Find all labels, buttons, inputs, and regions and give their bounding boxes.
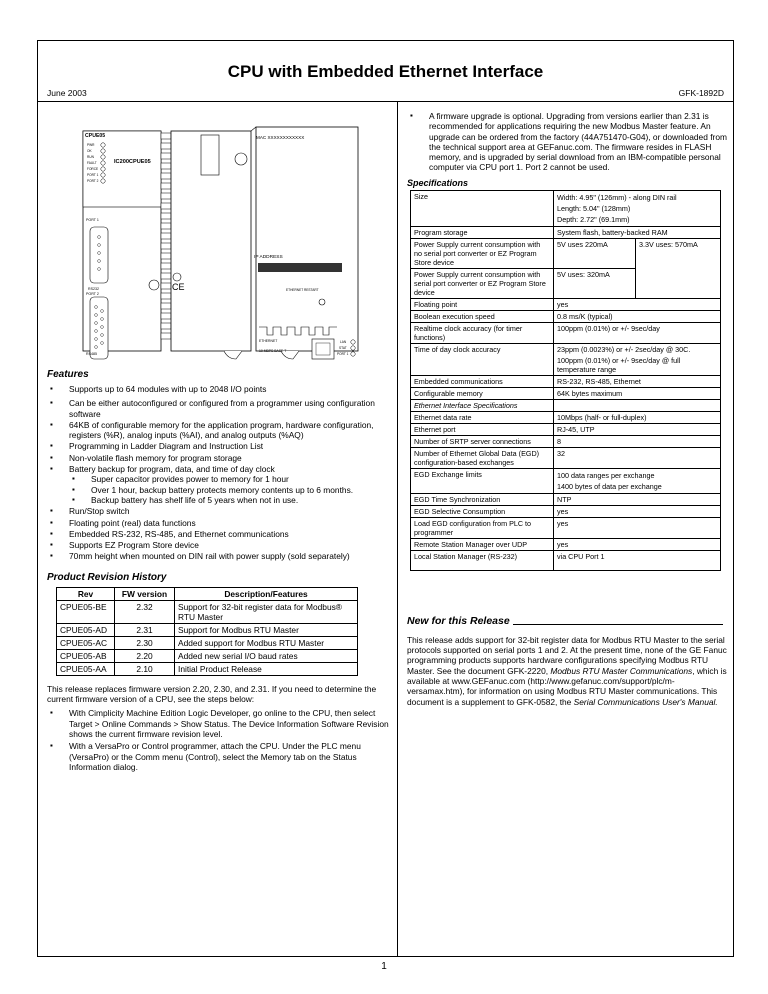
table-cell: CPUE05-AA — [57, 662, 115, 675]
table-row — [411, 411, 721, 423]
port2-connector — [90, 297, 108, 359]
firmware-steps-list — [47, 708, 390, 772]
spec-value-line: Width: 4.95" (126mm) - along DIN rail — [557, 192, 677, 202]
specifications-heading: Specifications — [407, 177, 469, 188]
new-release-heading-row — [407, 615, 727, 627]
table-cell: Support for 32-bit register data for Modbus® RTU Master — [175, 600, 358, 623]
spec-value: yes — [554, 505, 721, 517]
spec-value — [554, 343, 721, 375]
spec-label: Embedded communications — [411, 375, 554, 387]
list-item: ▪ Embedded RS-232, RS-485, and Ethernet communications — [47, 529, 390, 539]
status-led-label-1: STAT — [339, 346, 347, 350]
table-row — [411, 322, 721, 343]
spec-value: 5V uses 220mA — [554, 238, 636, 268]
table-row — [411, 505, 721, 517]
spec-label: Size — [411, 190, 554, 226]
sub-list-item: ▪ Over 1 hour, backup battery protects memory contents up to 6 months. — [69, 485, 390, 495]
spec-value: via CPU Port 1 — [554, 550, 721, 570]
spec-value: 32 — [554, 447, 721, 468]
rs232-label: RS232 — [88, 287, 99, 291]
list-item-text: Battery backup for program, data, and time of day clock — [69, 464, 275, 475]
led-label-2: RUN — [87, 155, 94, 159]
spec-label: Load EGD configuration from PLC to programmer — [411, 517, 554, 538]
list-item: ▪ With a VersaPro or Control programmer, attach the CPU. Under the PLC menu (VersaPro) or the Comm menu (Control), select the Memory tab on the Status Information dialog. — [47, 741, 390, 772]
battery-sublist — [69, 474, 390, 505]
table-row — [57, 600, 358, 623]
led-label-0: PWR — [87, 143, 95, 147]
table-row — [411, 538, 721, 550]
spec-value: 8 — [554, 435, 721, 447]
spec-value: RS-232, RS-485, Ethernet — [554, 375, 721, 387]
table-row — [411, 226, 721, 238]
spec-value: 3.3V uses: 570mA — [636, 238, 721, 298]
list-item: ▪ A firmware upgrade is optional. Upgrading from versions earlier than 2.31 is recommended for applications requiring the new Modbus Master feature. An upgrade can be ordered from the factory (44A751470-G04), or downloaded from the technical support area at GEFanuc.com. The firmware resides in FLASH memory, and is upgraded by serial download from an IBM-compatible personal computer via CPU port 1. Port 2 cannot be used. — [407, 111, 727, 173]
spec-label: Power Supply current consumption with serial port converter or EZ Program Store device — [411, 268, 554, 298]
list-item: ▪ Programming in Ladder Diagram and Instruction List — [47, 441, 390, 451]
spec-label: Number of Ethernet Global Data (EGD) configuration-based exchanges — [411, 447, 554, 468]
spec-value: yes — [554, 517, 721, 538]
spec-label: EGD Selective Consumption — [411, 505, 554, 517]
new-release-paragraph — [407, 635, 727, 707]
paragraph-text: , which is available at www.GEFanuc.com (http://www.gefanuc.com/support/plc/m-versamax.htm), for information on using Modbus RTU Master communications. This document is a supplement to GFK-0582, the — [407, 665, 727, 707]
spec-value: yes — [554, 538, 721, 550]
port1-connector — [90, 227, 108, 283]
spec-label: Ethernet port — [411, 423, 554, 435]
features-heading: Features — [47, 369, 89, 380]
list-item: ▪ Run/Stop switch — [47, 506, 390, 516]
status-led-label-2: PORT 1 — [337, 352, 349, 356]
spec-value-line: Length: 5.04" (128mm) — [557, 203, 631, 213]
list-item: ▪ 64KB of configurable memory for the application program, hardware configuration, registers (%R), analog inputs (%AI), and analog outputs (%AQ) — [47, 420, 390, 441]
led-label-1: OK — [87, 149, 92, 153]
device-illustration — [76, 111, 362, 363]
table-cell: 2.20 — [115, 649, 175, 662]
ip-address-bar — [258, 263, 342, 272]
table-row — [57, 623, 358, 636]
spec-label: Time of day clock accuracy — [411, 343, 554, 375]
cpu-module-drawing — [76, 111, 362, 363]
spec-value: yes — [554, 298, 721, 310]
table-row — [57, 649, 358, 662]
table-cell: CPUE05-BE — [57, 600, 115, 623]
page-number: 1 — [381, 961, 387, 972]
spec-value: System flash, battery-backed RAM — [554, 226, 721, 238]
left-column — [47, 111, 390, 773]
spec-label: Program storage — [411, 226, 554, 238]
status-led-label-0: LAN — [340, 340, 347, 344]
page-frame — [37, 40, 734, 957]
spec-value-line: 100ppm (0.01%) or +/- 9sec/day @ full temperature range — [557, 355, 681, 374]
list-item — [47, 464, 390, 505]
table-cell: 2.10 — [115, 662, 175, 675]
rs485-label: RS485 — [86, 352, 97, 356]
features-list — [47, 384, 390, 562]
table-row — [411, 310, 721, 322]
led-label-5: PORT 1 — [87, 173, 99, 177]
new-release-heading: New for this Release — [407, 614, 510, 627]
led-label-4: FORCE — [87, 167, 99, 171]
spec-label: Floating point — [411, 298, 554, 310]
mac-label: MAC XXXXXXXXXXXX — [256, 135, 305, 140]
paragraph-italic: Serial Communications User's Manual. — [573, 696, 718, 707]
paragraph-italic: Modbus RTU Master Communications — [550, 665, 693, 676]
table-row — [411, 435, 721, 447]
table-row — [411, 468, 721, 493]
spec-value — [554, 190, 721, 226]
right-module-body — [256, 127, 358, 351]
table-header-row — [57, 587, 358, 600]
restart-label: ETHERNET RESTART — [286, 288, 319, 292]
spec-label: Ethernet data rate — [411, 411, 554, 423]
column-header: FW version — [115, 587, 175, 600]
revision-heading: Product Revision History — [47, 571, 167, 583]
port1-label: PORT 1 — [86, 218, 99, 222]
column-divider — [397, 101, 398, 956]
ethernet-label: ETHERNET — [259, 339, 278, 343]
table-row — [411, 190, 721, 226]
model-number: IC200CPUE05 — [114, 159, 151, 165]
table-cell: CPUE05-AB — [57, 649, 115, 662]
table-cell: 2.30 — [115, 636, 175, 649]
spec-value: 10Mbps (half- or full-duplex) — [554, 411, 721, 423]
spec-label: Number of SRTP server connections — [411, 435, 554, 447]
sub-list-item: ▪ Super capacitor provides power to memory for 1 hour — [69, 474, 390, 484]
table-cell: CPUE05-AC — [57, 636, 115, 649]
revision-table — [56, 587, 358, 676]
right-column — [407, 111, 727, 707]
list-item: ▪ 70mm height when mounted on DIN rail with power supply (sold separately) — [47, 551, 390, 561]
spec-value-line: 23ppm (0.0023%) or +/- 2sec/day @ 30C. — [557, 344, 691, 354]
led-label-6: PORT 2 — [87, 179, 99, 183]
list-item: ▪ With Cimplicity Machine Edition Logic Developer, go online to the CPU, then select Target > Online Commands > Show Status. The Device Information Software Revision shows the current firmware revision level. — [47, 708, 390, 739]
doc-date: June 2003 — [47, 88, 87, 98]
header-rule — [38, 101, 733, 102]
table-cell: CPUE05-AD — [57, 623, 115, 636]
table-row — [411, 423, 721, 435]
table-row — [411, 493, 721, 505]
spec-value — [554, 399, 721, 411]
table-row — [411, 399, 721, 411]
table-cell: Added new serial I/O baud rates — [175, 649, 358, 662]
spec-value-line: 100 data ranges per exchange — [557, 470, 655, 480]
spec-value: 64K bytes maximum — [554, 387, 721, 399]
spec-value: NTP — [554, 493, 721, 505]
ethernet-speed-label: 10 MBPS BASE T — [259, 349, 287, 353]
spec-value: 100ppm (0.01%) or +/- 9sec/day — [554, 322, 721, 343]
spec-label: Realtime clock accuracy (for timer functions) — [411, 322, 554, 343]
list-item: ▪ Non-volatile flash memory for program storage — [47, 453, 390, 463]
table-row — [57, 636, 358, 649]
heading-underline — [513, 624, 723, 625]
table-cell: Initial Product Release — [175, 662, 358, 675]
spec-label: Boolean execution speed — [411, 310, 554, 322]
model-label: CPUE05 — [85, 133, 106, 139]
table-row — [411, 375, 721, 387]
paragraph-text: This release adds support for 32-bit register data for Modbus RTU Master to the serial protocols supported on serial ports 1 and 2. At the present time, none of the GE Fanuc programming products supports hardware configurations specifying Modbus RTU Master. See the document GFK-2220, — [407, 634, 727, 676]
led-label-3: FAULT — [87, 161, 97, 165]
spec-label: EGD Time Synchronization — [411, 493, 554, 505]
table-row — [411, 550, 721, 570]
spec-value-line: Depth: 2.72" (69.1mm) — [557, 214, 630, 224]
spec-value: 5V uses: 320mA — [554, 268, 636, 298]
sub-list-item: ▪ Backup battery has shelf life of 5 years when not in use. — [69, 495, 390, 505]
spec-value — [554, 468, 721, 493]
svg-text:CE: CE — [172, 282, 185, 292]
spec-section-title: Ethernet Interface Specifications — [411, 399, 554, 411]
column-header: Description/Features — [175, 587, 358, 600]
upgrade-list — [407, 111, 727, 173]
release-intro: This release replaces firmware version 2.20, 2.30, and 2.31. If you need to determine the current firmware version of a CPU, see the steps below: — [47, 683, 377, 705]
list-item: ▪ Supports up to 64 modules with up to 2048 I/O points — [47, 384, 390, 394]
spec-label: EGD Exchange limits — [411, 468, 554, 493]
table-cell: Support for Modbus RTU Master — [175, 623, 358, 636]
spec-label: Configurable memory — [411, 387, 554, 399]
ip-address-label: IP ADDRESS — [254, 255, 283, 260]
spec-label: Power Supply current consumption with no serial port converter or EZ Program Store device — [411, 238, 554, 268]
spec-value-line: 1400 bytes of data per exchange — [557, 481, 662, 491]
column-header: Rev — [57, 587, 115, 600]
table-row — [57, 662, 358, 675]
list-item: ▪ Can be either autoconfigured or configured from a programmer using configuration software — [47, 398, 390, 419]
spec-label: Remote Station Manager over UDP — [411, 538, 554, 550]
table-row — [411, 447, 721, 468]
table-row — [411, 387, 721, 399]
table-row — [411, 517, 721, 538]
doc-id: GFK-1892D — [678, 88, 724, 98]
table-cell: 2.32 — [115, 600, 175, 623]
spec-value: RJ-45, UTP — [554, 423, 721, 435]
port2-label: PORT 2 — [86, 292, 99, 296]
list-item: ▪ Supports EZ Program Store device — [47, 540, 390, 550]
page-title: CPU with Embedded Ethernet Interface — [227, 62, 544, 81]
table-row — [411, 343, 721, 375]
table-cell: Added support for Modbus RTU Master — [175, 636, 358, 649]
table-row — [411, 298, 721, 310]
spec-label: Local Station Manager (RS-232) — [411, 550, 554, 570]
table-row — [411, 238, 721, 268]
table-cell: 2.31 — [115, 623, 175, 636]
specifications-table — [410, 190, 721, 571]
spec-value: 0.8 ms/K (typical) — [554, 310, 721, 322]
list-item: ▪ Floating point (real) data functions — [47, 518, 390, 528]
